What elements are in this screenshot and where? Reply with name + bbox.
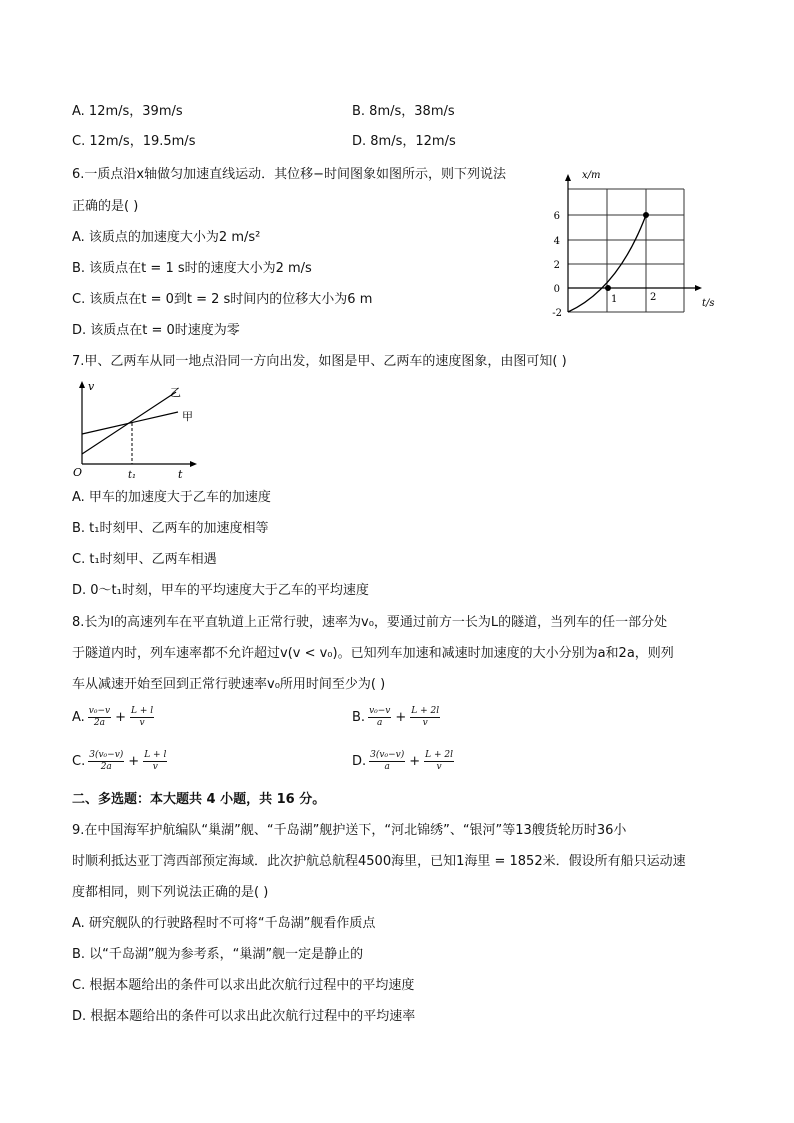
q8-c-plus: + — [128, 753, 140, 769]
q8-option-d — [352, 750, 454, 773]
q9-option-b: B. 以“千岛湖”舰为参考系，“巢湖”舰一定是静止的 — [72, 947, 364, 962]
q6-graph-ytick-6: 6 — [553, 211, 560, 222]
q8-option-c-frac1 — [88, 750, 124, 773]
q6-graph-x-arrow — [695, 285, 702, 291]
q6-option-a: A. 该质点的加速度大小为2 m/s² — [72, 230, 261, 245]
q8-option-d-frac2 — [424, 750, 454, 773]
q8-b-f2-den: v — [422, 718, 428, 728]
q8-option-b-frac1 — [368, 706, 391, 729]
q7-graph-origin-label: O — [73, 466, 83, 479]
q7-graph-t1-label: t₁ — [128, 470, 137, 481]
q7-graph-jia-label: 甲 — [182, 410, 193, 423]
q6-option-c: C. 该质点在t = 0到t = 2 s时间内的位移大小为6 m — [72, 292, 373, 307]
q6-option-b: B. 该质点在t = 1 s时的速度大小为2 m/s — [72, 261, 312, 276]
q7-vt-graph — [70, 378, 210, 482]
q9-option-d: D. 根据本题给出的条件可以求出此次航行过程中的平均速率 — [72, 1009, 416, 1024]
q8-stem-line1: 8.长为l的高速列车在平直轨道上正常行驶，速率为v₀，要通过前方一长为L的隧道，当列车的任一部分处 — [72, 615, 668, 630]
q8-d-f2-den: v — [436, 762, 442, 772]
q7-graph-yi-label: 乙 — [170, 386, 181, 399]
section2-heading: 二、多选题：本大题共 4 小题，共 16 分。 — [72, 792, 326, 807]
q8-option-c-frac2 — [143, 750, 167, 773]
q7-stem: 7.甲、乙两车从同一地点沿同一方向出发，如图是甲、乙两车的速度图象，由图可知( ) — [72, 354, 567, 369]
q8-stem-line2: 于隧道内时，列车速率都不允许超过v(v < v₀)。已知列车加速和减速时加速度的大小分别为a和2a，则列 — [72, 646, 674, 661]
q6-stem-line1: 6.一质点沿x轴做匀加速直线运动．其位移−时间图象如图所示，则下列说法 — [72, 167, 506, 182]
q9-option-a: A. 研究舰队的行驶路程时不可将“千岛湖”舰看作质点 — [72, 916, 376, 931]
q8-b-f1-den: a — [377, 718, 383, 728]
q6-graph-ytick-4: 4 — [553, 236, 560, 247]
q8-option-b — [352, 706, 440, 729]
q6-graph-point-2 — [643, 212, 649, 218]
q8-b-f2-num: L + 2l — [411, 706, 440, 716]
q7-graph-v-label: v — [88, 380, 95, 393]
q8-option-d-label: D. — [352, 753, 367, 769]
q6-graph-grid — [568, 189, 684, 312]
q6-option-d: D. 该质点在t = 0时速度为零 — [72, 323, 240, 338]
q6-graph-y-label: x/m — [582, 170, 601, 181]
q8-option-c — [72, 750, 167, 773]
q7-graph-line-jia — [82, 412, 178, 434]
q8-b-plus: + — [395, 709, 407, 725]
q8-option-a-frac1 — [88, 706, 111, 729]
q8-option-a-frac2 — [130, 706, 154, 729]
q6-graph-ytick-neg2: -2 — [552, 308, 562, 319]
q7-graph-t-arrow — [190, 461, 197, 467]
q9-option-c: C. 根据本题给出的条件可以求出此次航行过程中的平均速度 — [72, 978, 415, 993]
q6-graph-xtick-2: 2 — [650, 292, 657, 303]
q8-c-f2-num: L + l — [144, 750, 167, 760]
q7-option-a: A. 甲车的加速度大于乙车的加速度 — [72, 490, 271, 505]
q8-d-f1-num: 3(v₀−v) — [370, 750, 405, 760]
q8-d-f2-num: L + 2l — [425, 750, 453, 760]
q8-option-c-label: C. — [72, 753, 86, 769]
q8-d-plus: + — [409, 753, 421, 769]
q8-option-a — [72, 706, 154, 729]
q5-option-a: A. 12m/s，39m/s — [72, 104, 183, 119]
q8-a-f1-den: 2a — [93, 718, 105, 728]
q8-option-b-frac2 — [410, 706, 440, 729]
q8-option-d-frac1 — [369, 750, 405, 773]
q6-graph-ytick-0: 0 — [553, 284, 560, 295]
q8-option-b-label: B. — [352, 709, 366, 725]
q8-d-f1-den: a — [384, 762, 390, 772]
q8-a-f2-num: L + l — [131, 706, 154, 716]
q5-option-b: B. 8m/s，38m/s — [352, 104, 455, 119]
q8-option-a-label: A. — [72, 709, 85, 725]
q9-stem-line2: 时顺利抵达亚丁湾西部预定海域．此次护航总航程4500海里，已知1海里 = 1852米．假设所有船只运动速 — [72, 854, 686, 869]
q6-graph-xtick-1: 1 — [611, 294, 618, 305]
q6-graph-ytick-2: 2 — [553, 260, 560, 271]
q8-stem-line3: 车从减速开始至回到正常行驶速率v₀所用时间至少为( ) — [72, 677, 386, 692]
q8-c-f2-den: v — [152, 762, 158, 772]
q5-option-d: D. 8m/s，12m/s — [352, 134, 456, 149]
q8-a-f2-den: v — [139, 718, 145, 728]
q9-stem-line1: 9.在中国海军护航编队“巢湖”舰、“千岛湖”舰护送下，“河北锦绣”、“银河”等13艘货轮历时36小 — [72, 823, 627, 838]
q6-xt-graph — [548, 164, 728, 324]
q6-graph-y-arrow — [565, 174, 571, 181]
q7-option-b: B. t₁时刻甲、乙两车的加速度相等 — [72, 521, 269, 536]
q9-stem-line3: 度都相同，则下列说法正确的是( ) — [72, 885, 269, 900]
q8-a-plus: + — [115, 709, 127, 725]
q6-graph-x-label: t/s — [702, 298, 715, 309]
q8-c-f1-den: 2a — [100, 762, 112, 772]
q6-stem-line2: 正确的是( ) — [72, 199, 139, 214]
q7-graph-v-arrow — [79, 381, 85, 388]
q5-option-c: C. 12m/s，19.5m/s — [72, 134, 196, 149]
q8-c-f1-num: 3(v₀−v) — [89, 750, 124, 760]
q7-option-c: C. t₁时刻甲、乙两车相遇 — [72, 552, 217, 567]
q8-a-f1-num: v₀−v — [88, 706, 111, 716]
q7-option-d: D. 0～t₁时刻，甲车的平均速度大于乙车的平均速度 — [72, 583, 369, 598]
q6-graph-point-1 — [605, 285, 611, 291]
q8-b-f1-num: v₀−v — [369, 706, 391, 716]
q7-graph-t-label: t — [178, 468, 183, 481]
